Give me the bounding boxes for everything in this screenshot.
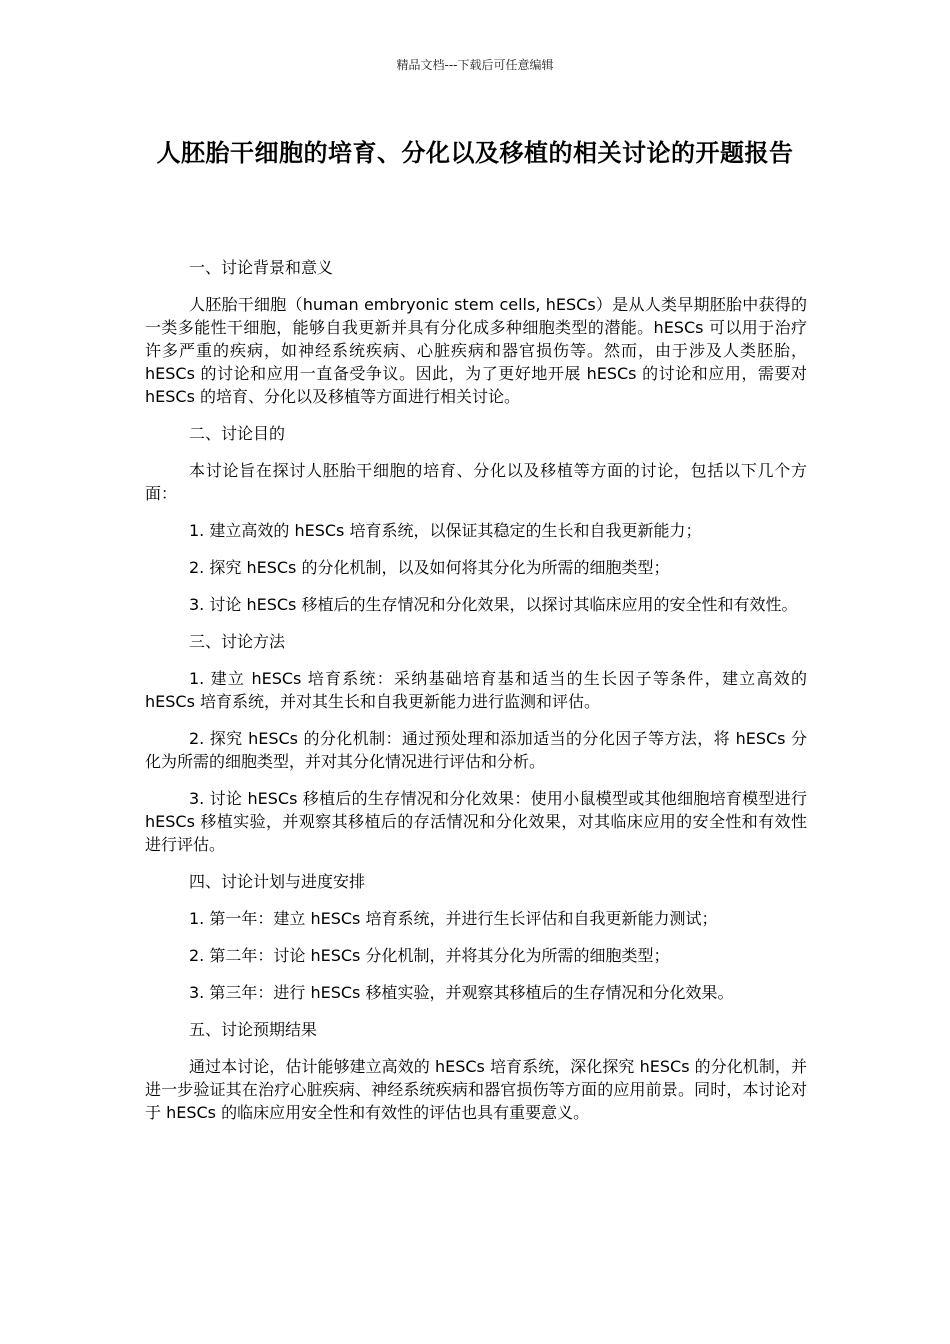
list-item: 1. 建立 hESCs 培育系统：采纳基础培育基和适当的生长因子等条件，建立高效的 hESCs 培育系统，并对其生长和自我更新能力进行监测和评估。 (145, 669, 807, 711)
section-heading: 二、讨论目的 (189, 424, 286, 443)
list-item: 3. 第三年：进行 hESCs 移植实验，并观察其移植后的生存情况和分化效果。 (189, 983, 734, 1002)
body-paragraph: 通过本讨论，估计能够建立高效的 hESCs 培育系统，深化探究 hESCs 的分化机制，并进一步验证其在治疗心脏疾病、神经系统疾病和器官损伤等方面的应用前景。同时，本讨论对于 hESCs 的临床应用安全性和有效性的评估也具有重要意义。 (145, 1057, 807, 1122)
list-item: 3. 讨论 hESCs 移植后的生存情况和分化效果：使用小鼠模型或其他细胞培育模型进行 hESCs 移植实验，并观察其移植后的存活情况和分化效果，对其临床应用的安全性和有效性进行评估。 (145, 789, 807, 854)
list-item: 2. 探究 hESCs 的分化机制，以及如何将其分化为所需的细胞类型； (189, 558, 670, 577)
document-body (145, 256, 807, 1138)
header-note: 精品文档---下载后可任意编辑 (396, 58, 554, 72)
body-paragraph: 人胚胎干细胞（human embryonic stem cells, hESCs）是从人类早期胚胎中获得的一类多能性干细胞，能够自我更新并具有分化成多种细胞类型的潜能。hESCs 可以用于治疗许多严重的疾病，如神经系统疾病、心脏疾病和器官损伤等。然而，由于涉及人类胚胎，hESCs 的讨论和应用一直备受争议。因此，为了更好地开展 hESCs 的讨论和应用，需要对 hESCs 的培育、分化以及移植等方面进行相关讨论。 (145, 295, 807, 406)
list-item: 2. 探究 hESCs 的分化机制：通过预处理和添加适当的分化因子等方法，将 hESCs 分化为所需的细胞类型，并对其分化情况进行评估和分析。 (145, 729, 807, 771)
section-heading: 一、讨论背景和意义 (189, 258, 334, 277)
body-paragraph: 本讨论旨在探讨人胚胎干细胞的培育、分化以及移植等方面的讨论，包括以下几个方面： (145, 461, 807, 503)
section-heading: 三、讨论方法 (189, 632, 286, 651)
list-item: 1. 第一年：建立 hESCs 培育系统，并进行生长评估和自我更新能力测试； (189, 909, 718, 928)
list-item: 1. 建立高效的 hESCs 培育系统，以保证其稳定的生长和自我更新能力； (189, 521, 702, 540)
list-item: 3. 讨论 hESCs 移植后的生存情况和分化效果，以探讨其临床应用的安全性和有效性。 (189, 595, 798, 614)
section-heading: 四、讨论计划与进度安排 (189, 872, 366, 891)
section-heading: 五、讨论预期结果 (189, 1020, 318, 1039)
list-item: 2. 第二年：讨论 hESCs 分化机制，并将其分化为所需的细胞类型； (189, 946, 670, 965)
document-title: 人胚胎干细胞的培育、分化以及移植的相关讨论的开题报告 (156, 139, 794, 167)
